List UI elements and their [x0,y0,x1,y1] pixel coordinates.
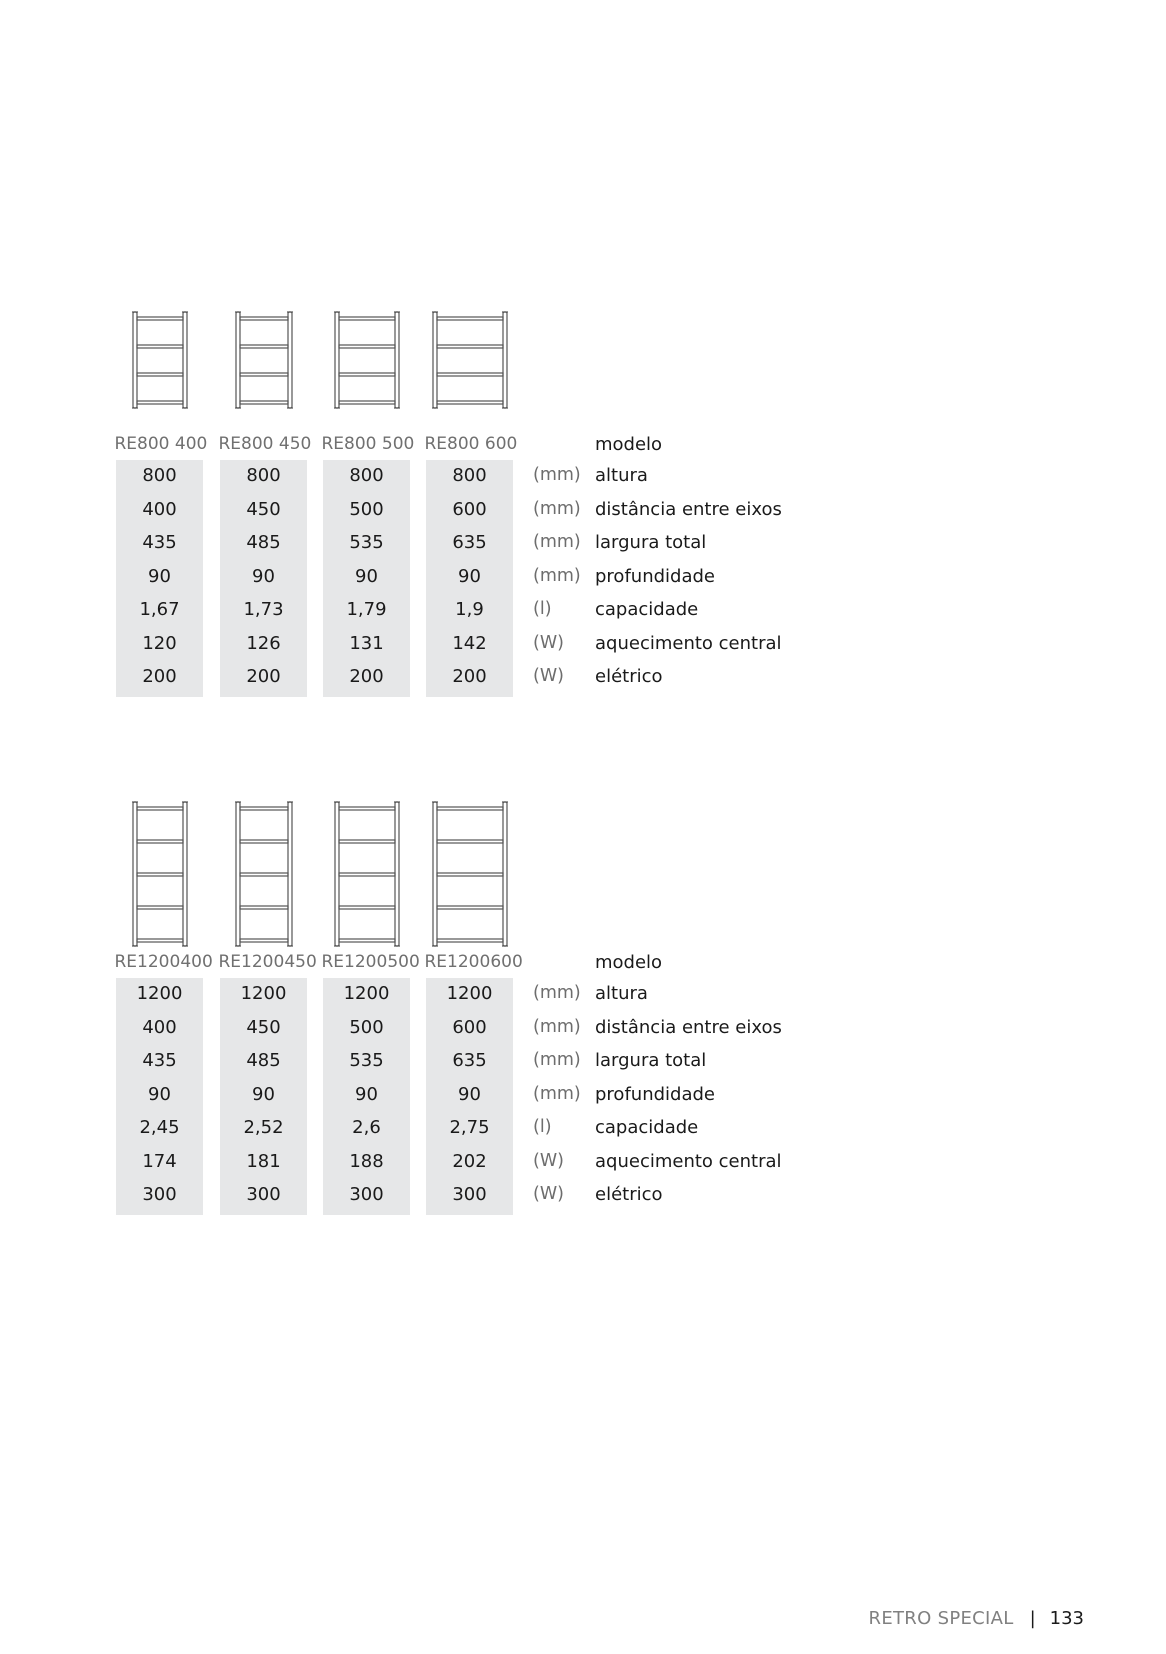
table-cell: 450 [246,498,281,520]
table-cell: 202 [452,1150,487,1172]
radiator-icon-wrap [430,310,510,414]
row-unit: (mm) [533,983,581,1003]
table-cell: 120 [142,632,177,654]
page-footer [869,1608,1084,1629]
model-name: RE800 500 [321,434,415,454]
model-name: RE800 400 [114,434,208,454]
row-unit: (mm) [533,1016,581,1037]
table-cell: 1200 [343,983,390,1004]
table-cell: 200 [452,666,487,687]
model-name: RE1200400 [114,952,213,972]
table-cell: 200 [142,666,177,687]
table-cell: 1,67 [139,599,180,620]
table-cell: 1200 [240,983,287,1004]
towel-radiator-icon [332,800,402,948]
row-unit: (l) [533,599,552,619]
table-cell: 2,6 [352,1117,381,1138]
table-cell: 90 [355,565,378,587]
table-cell: 90 [458,1083,481,1105]
row-label: capacidade [595,1117,699,1138]
model-name: RE1200500 [321,952,420,972]
table-cell: 1200 [136,983,183,1004]
table-cell: 90 [355,1083,378,1105]
radiator-icon-wrap [233,800,295,952]
spec-table-re800 [0,310,1166,707]
table-cell: 2,45 [139,1117,180,1138]
towel-radiator-icon [233,310,295,410]
page-number: 133 [1049,1608,1084,1629]
row-label: aquecimento central [595,1150,782,1172]
towel-radiator-icon [130,800,190,948]
table-cell: 600 [452,498,487,520]
table-cell: 2,52 [243,1117,284,1138]
model-name: RE1200600 [424,952,523,972]
table-cell: 800 [246,465,281,486]
towel-radiator-icon [233,800,295,948]
table-cell: 435 [142,532,177,553]
radiator-icon-wrap [233,310,295,414]
table-cell: 1,79 [346,599,387,620]
table-cell: 1,73 [243,599,284,620]
table-cell: 600 [452,1016,487,1038]
table-cell: 435 [142,1050,177,1071]
table-cell: 635 [452,1050,487,1071]
table-cell: 485 [246,532,281,553]
table-cell: 300 [246,1184,281,1205]
table-cell: 188 [349,1150,384,1172]
model-name: RE800 450 [218,434,312,454]
row-unit: (mm) [533,465,581,485]
row-label: distância entre eixos [595,498,782,520]
table-cell: 300 [349,1184,384,1205]
table-cell: 635 [452,532,487,553]
row-label: profundidade [595,1083,715,1105]
table-cell: 90 [458,565,481,587]
towel-radiator-icon [430,310,510,410]
row-unit: (mm) [533,565,581,586]
spec-table-re1200 [0,800,1166,1225]
row-label: elétrico [595,666,663,687]
table-cell: 500 [349,498,384,520]
row-label: distância entre eixos [595,1016,782,1038]
table-cell: 142 [452,632,487,654]
table-cell: 90 [252,565,275,587]
radiator-icon-wrap [130,800,190,952]
row-unit: (W) [533,1184,564,1204]
table-cell: 126 [246,632,281,654]
row-unit: (W) [533,666,564,686]
table-cell: 485 [246,1050,281,1071]
radiator-icon-wrap [430,800,510,952]
towel-radiator-icon [332,310,402,410]
row-unit: (mm) [533,1083,581,1104]
table-cell: 200 [246,666,281,687]
row-label: capacidade [595,599,699,620]
row-unit: (l) [533,1117,552,1137]
radiator-icon-wrap [130,310,190,414]
table-cell: 174 [142,1150,177,1172]
row-unit: (mm) [533,1050,581,1070]
table-cell: 131 [349,632,384,654]
table-cell: 400 [142,1016,177,1038]
table-cell: 800 [452,465,487,486]
table-cell: 1,9 [455,599,484,620]
radiator-icon-wrap [332,800,402,952]
table-cell: 800 [142,465,177,486]
footer-separator: | [1029,1608,1036,1629]
row-label: profundidade [595,565,715,587]
table-cell: 90 [252,1083,275,1105]
row-unit: (W) [533,1150,564,1171]
table-cell: 535 [349,1050,384,1071]
row-label: largura total [595,532,707,553]
header-label: modelo [595,952,663,973]
table-cell: 300 [142,1184,177,1205]
table-cell: 535 [349,532,384,553]
table-cell: 90 [148,1083,171,1105]
towel-radiator-icon [130,310,190,410]
table-cell: 1200 [446,983,493,1004]
row-label: elétrico [595,1184,663,1205]
towel-radiator-icon [430,800,510,948]
table-cell: 500 [349,1016,384,1038]
model-name: RE800 600 [424,434,518,454]
table-cell: 300 [452,1184,487,1205]
table-cell: 2,75 [449,1117,490,1138]
table-cell: 450 [246,1016,281,1038]
table-cell: 90 [148,565,171,587]
table-cell: 400 [142,498,177,520]
row-unit: (W) [533,632,564,653]
header-label: modelo [595,434,663,455]
row-label: altura [595,465,648,486]
row-label: largura total [595,1050,707,1071]
table-cell: 200 [349,666,384,687]
series-name: RETRO SPECIAL [868,1608,1014,1629]
row-label: aquecimento central [595,632,782,654]
table-cell: 800 [349,465,384,486]
row-unit: (mm) [533,498,581,519]
row-unit: (mm) [533,532,581,552]
row-label: altura [595,983,648,1004]
radiator-icon-wrap [332,310,402,414]
table-cell: 181 [246,1150,281,1172]
model-name: RE1200450 [218,952,317,972]
